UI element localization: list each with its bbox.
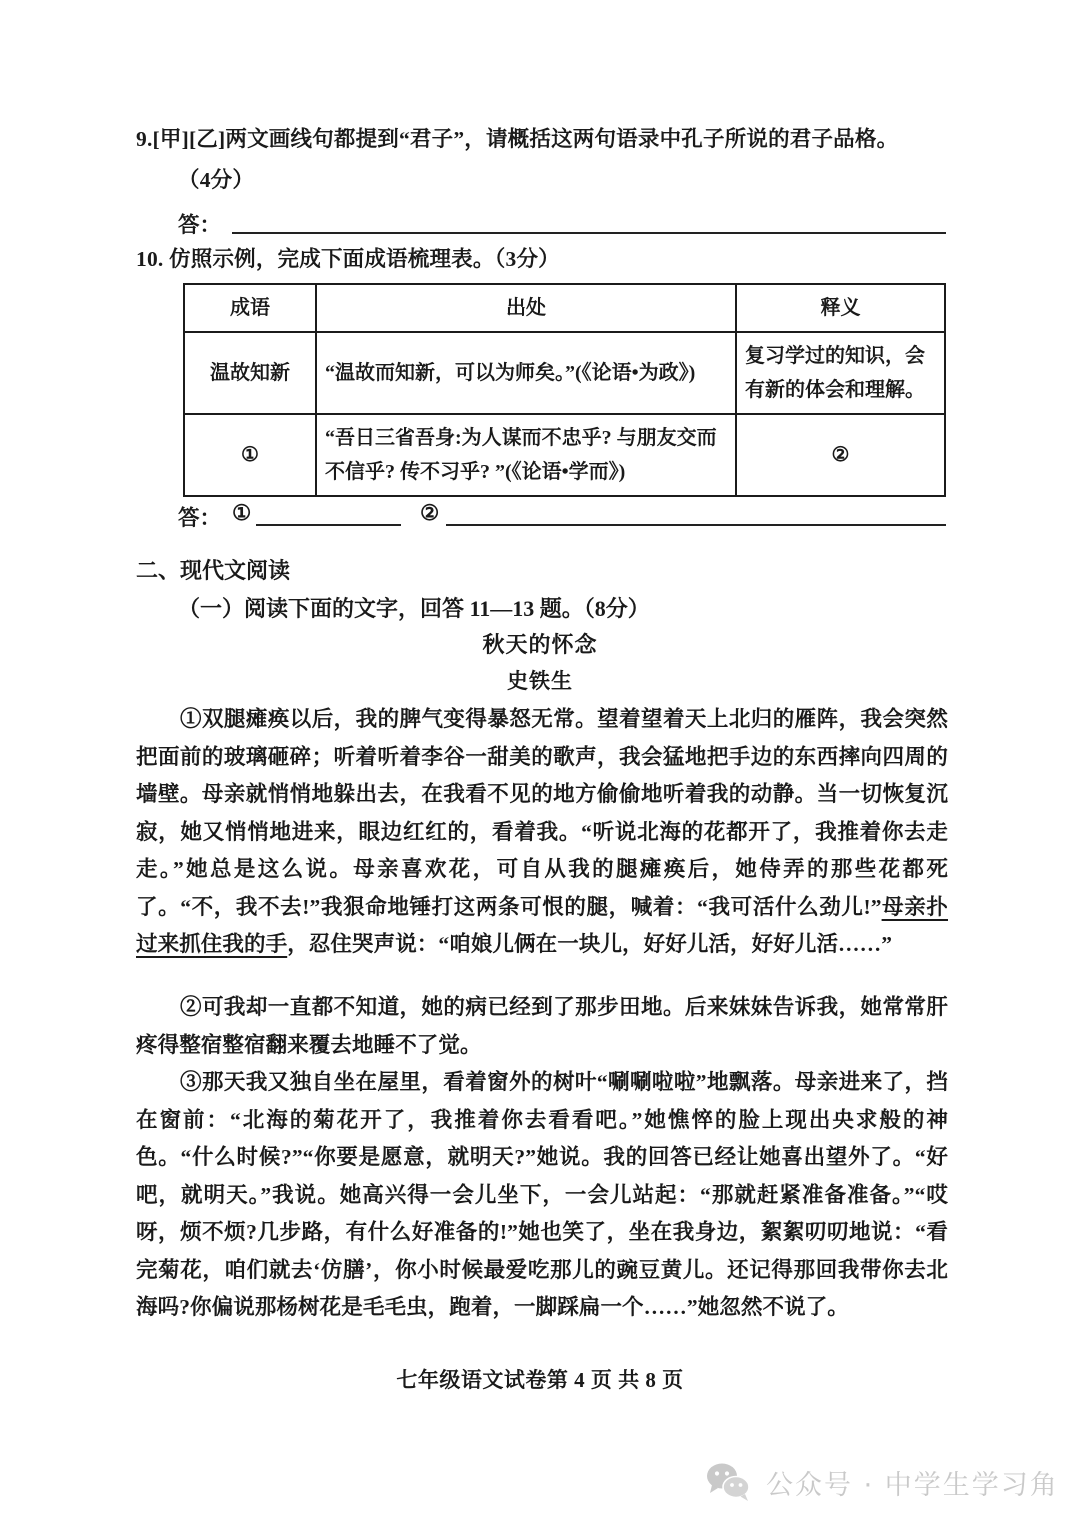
article-paragraph-1 — [136, 701, 948, 964]
wechat-icon — [706, 1462, 752, 1502]
idiom-table — [183, 283, 946, 497]
question-9-score: （4分） — [178, 168, 255, 192]
question-9-text: 9.[甲][乙]两文画线句都提到“君子”，请概括这两句语录中孔子所说的君子品格。 — [136, 127, 899, 151]
section-2-heading: 二、现代文阅读 — [136, 558, 291, 583]
question-10-answer-marker-1: ① — [232, 501, 252, 525]
question-10-answer-rule-2[interactable] — [446, 524, 946, 526]
page-footer: 七年级语文试卷第 4 页 共 8 页 — [396, 1368, 684, 1392]
watermark-text: 公众号 · 中学生学习角 — [766, 1469, 1059, 1501]
table-row — [184, 332, 945, 414]
table-cell-idiom: 温故知新 — [184, 332, 316, 414]
table-header-row — [184, 284, 945, 332]
article-author: 史铁生 — [507, 669, 573, 693]
question-10-answer-rule-1[interactable] — [256, 524, 401, 526]
paragraph-1-part-a: ①双腿瘫痪以后，我的脾气变得暴怒无常。望着望着天上北归的雁阵，我会突然把面前的玻璃砸碎；听着听着李谷一甜美的歌声，我会猛地把手边的东西摔向四周的墙壁。母亲就悄悄地躲出去，在我看不见的地方偷偷地听着我的动静。当一切恢复沉寂，她又悄悄地进来，眼边红红的，看着我。“听说北海的花都开了，我推着你去走走。”她总是这么说。母亲喜欢花，可自从我的腿瘫痪后，她侍弄的那些花都死了。“不，我不去!”我狠命地锤打这两条可恨的腿，喊着：“我可活什么劲儿!” — [136, 707, 948, 919]
table-header-idiom: 成语 — [184, 284, 316, 332]
question-9-answer-label: 答： — [178, 213, 222, 237]
article-paragraph-2: ②可我却一直都不知道，她的病已经到了那步田地。后来妹妹告诉我，她常常肝疼得整宿整宿翻来覆去地睡不了觉。 — [136, 995, 948, 1057]
paragraph-1-underlined: 母亲扑过来抓住我的手 — [136, 894, 948, 956]
table-header-meaning: 释义 — [736, 284, 945, 332]
table-cell-source: “吾日三省吾身:为人谋而不忠乎? 与朋友交而不信乎? 传不习乎? ”(《论语•学而》) — [316, 414, 736, 496]
question-10-answer-label: 答： — [178, 506, 222, 530]
table-cell-meaning: 复习学过的知识，会有新的体会和理解。 — [736, 332, 945, 414]
table-cell-source: “温故而知新，可以为师矣。”(《论语•为政》) — [316, 332, 736, 414]
table-cell-idiom-blank[interactable]: ① — [184, 414, 316, 496]
watermark — [706, 1462, 1059, 1502]
question-10-text: 10. 仿照示例，完成下面成语梳理表。（3分） — [136, 247, 560, 271]
article-title: 秋天的怀念 — [482, 632, 598, 657]
table-row — [184, 414, 945, 496]
paragraph-1-part-b: ，忍住哭声说：“咱娘儿俩在一块儿，好好儿活，好好儿活……” — [287, 932, 893, 956]
section-2-subheading: （一）阅读下面的文字，回答 11—13 题。（8分） — [178, 596, 650, 621]
article-paragraph-3: ③那天我又独自坐在屋里，看着窗外的树叶“唰唰啦啦”地飘落。母亲进来了，挡在窗前：“北海的菊花开了，我推着你去看看吧。”她憔悴的脸上现出央求般的神色。“什么时候?”“你要是愿意，就明天?”她说。我的回答已经让她喜出望外了。“好吧，就明天。”我说。她高兴得一会儿坐下，一会儿站起：“那就赶紧准备准备。”“哎呀，烦不烦?几步路，有什么好准备的!”她也笑了，坐在我身边，絮絮叨叨地说：“看完菊花，咱们就去‘仿膳’，你小时候最爱吃那儿的豌豆黄儿。还记得那回我带你去北海吗?你偏说那杨树花是毛毛虫，跑着，一脚踩扁一个……”她忽然不说了。 — [136, 1070, 948, 1319]
question-9-answer-rule[interactable] — [232, 232, 946, 234]
question-10-answer-marker-2: ② — [420, 501, 440, 525]
table-cell-meaning-blank[interactable]: ② — [736, 414, 945, 496]
table-header-source: 出处 — [316, 284, 736, 332]
